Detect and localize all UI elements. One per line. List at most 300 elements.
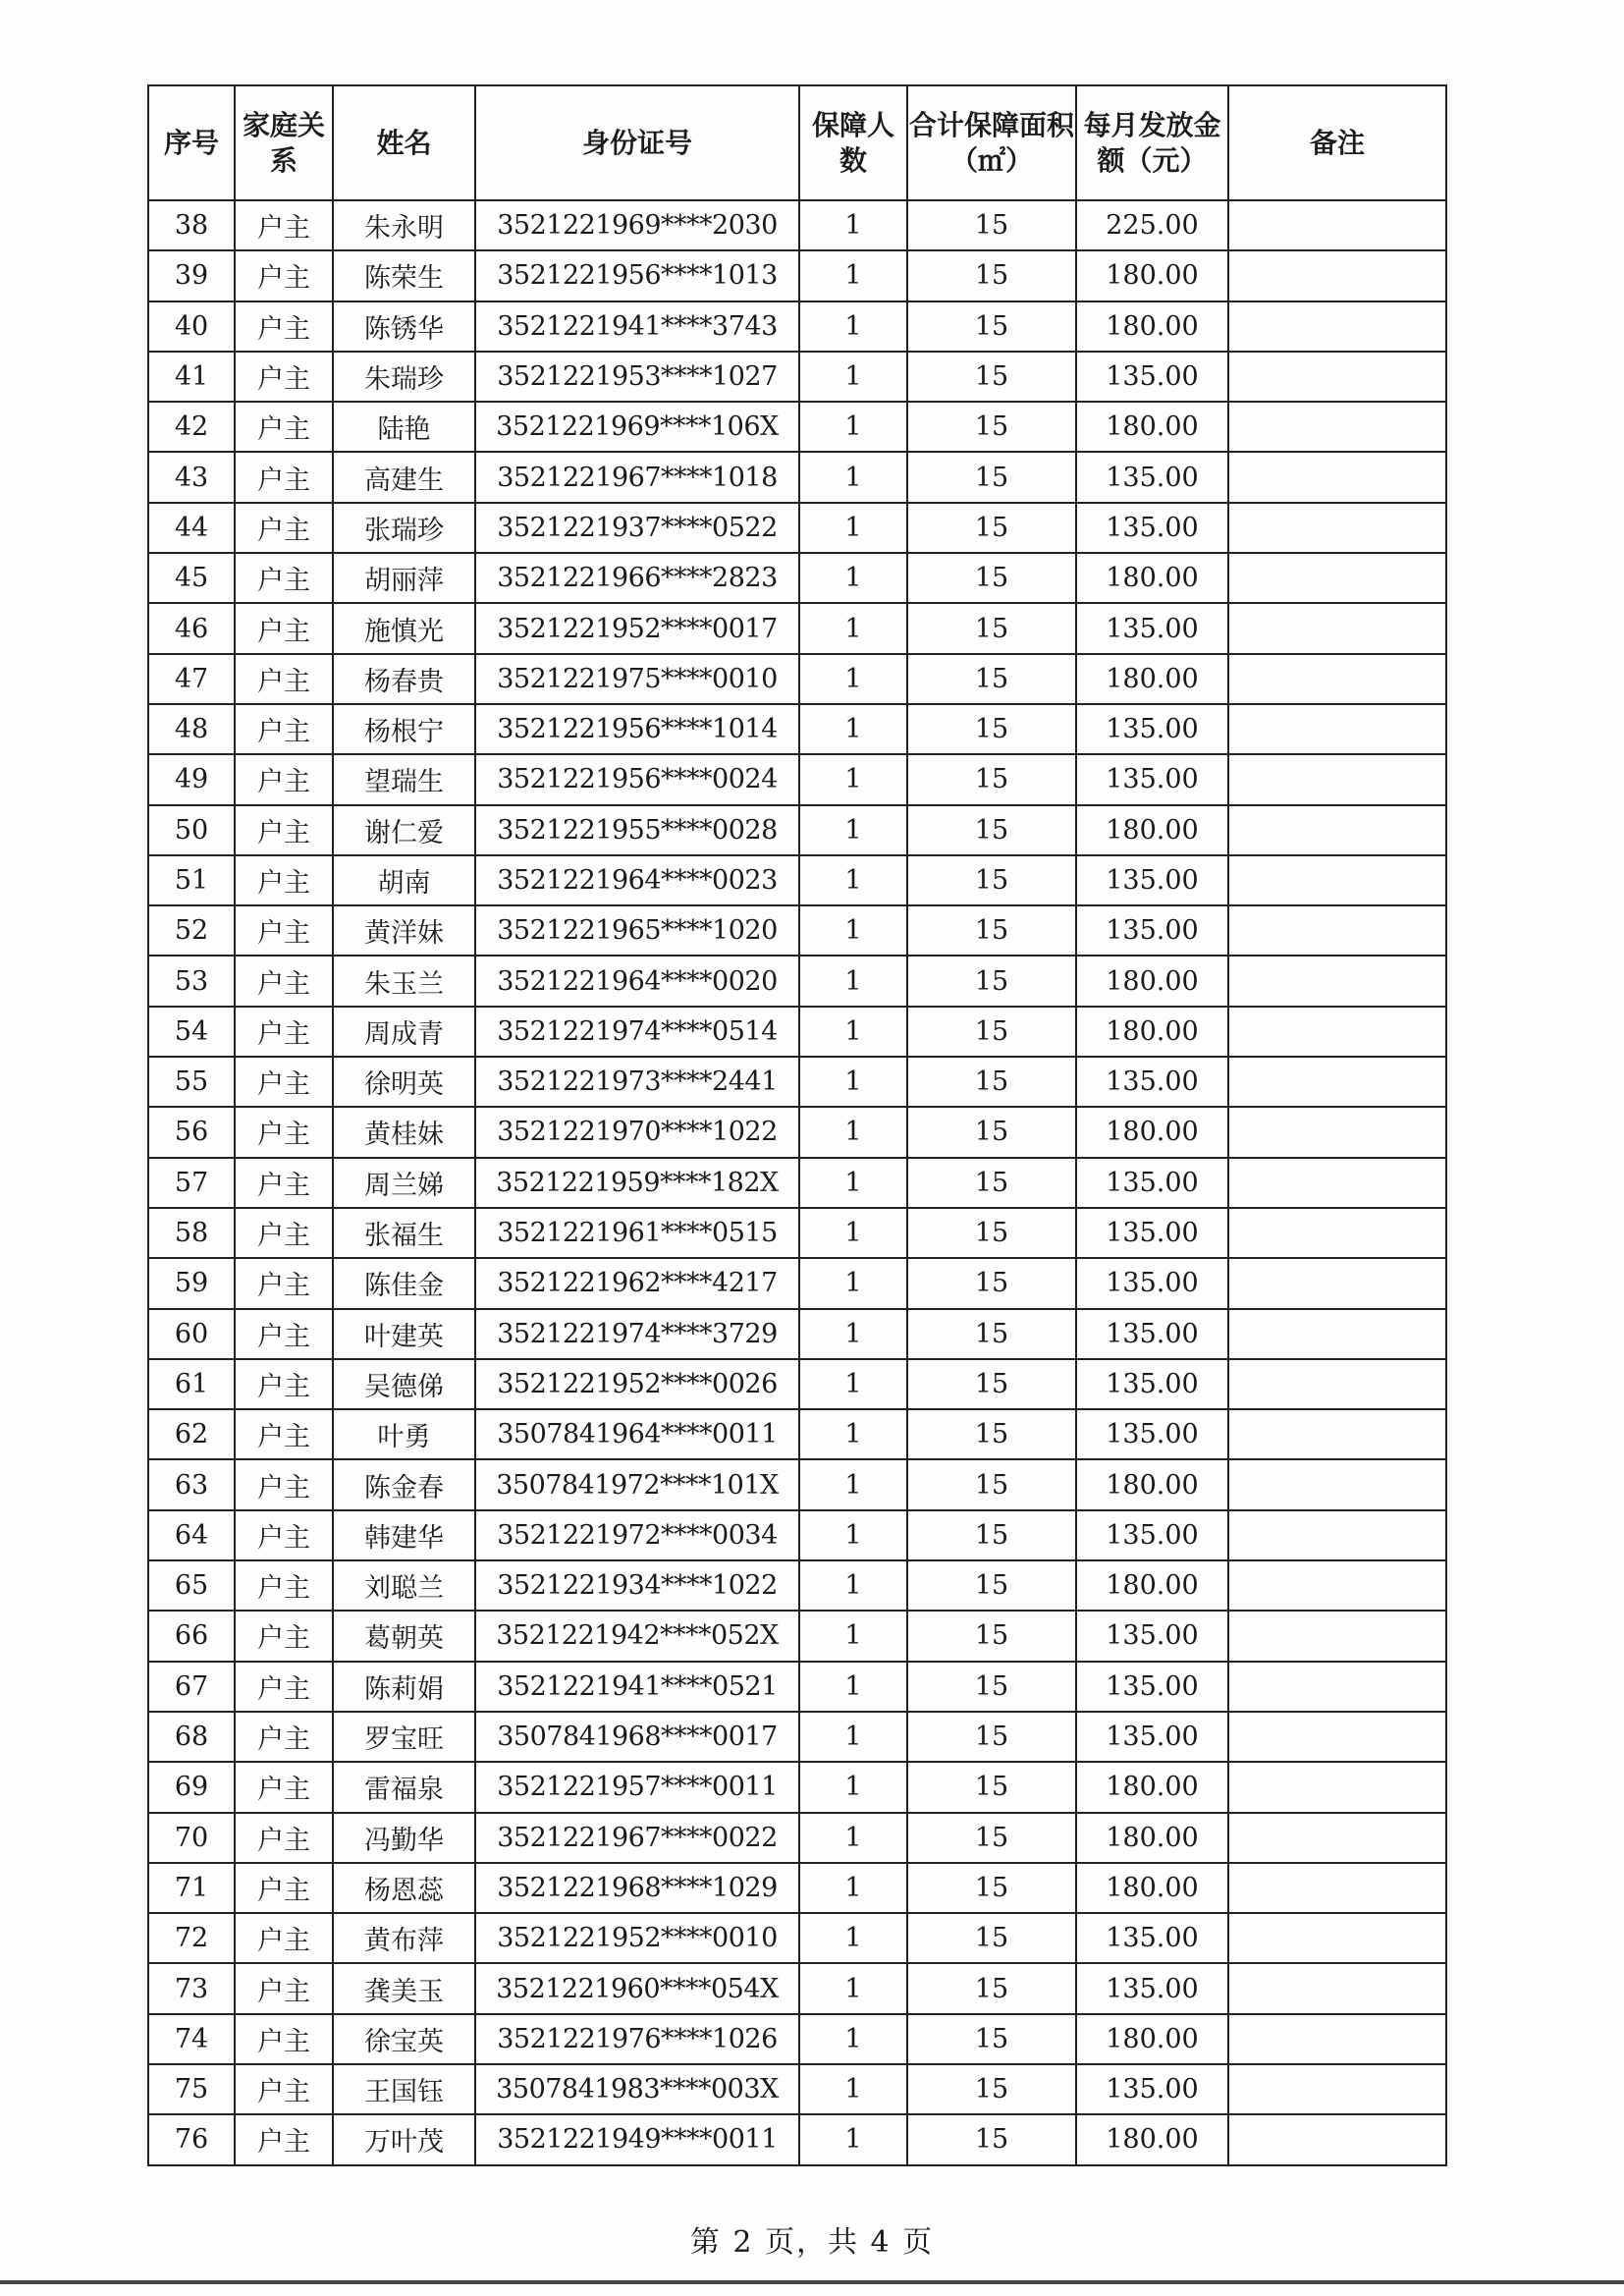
area-cell: 15 (907, 2114, 1076, 2164)
name-cell: 杨根宁 (333, 704, 475, 754)
remarks-cell (1228, 1409, 1446, 1459)
persons-cell: 1 (799, 654, 907, 704)
persons-cell: 1 (799, 855, 907, 905)
amount-cell: 180.00 (1076, 1107, 1228, 1157)
table-row (148, 1409, 1446, 1459)
id-number-cell: 3521221955****0028 (475, 805, 799, 855)
page-number: 第 2 页，共 4 页 (689, 2225, 935, 2260)
remarks-cell (1228, 553, 1446, 603)
table-row (148, 2064, 1446, 2114)
area-cell: 15 (907, 301, 1076, 352)
remarks-cell (1228, 1560, 1446, 1611)
id-number-cell: 3521221957****0011 (475, 1762, 799, 1812)
persons-cell: 1 (799, 1863, 907, 1913)
name-cell: 陈莉娟 (333, 1662, 475, 1712)
name-cell: 刘聪兰 (333, 1560, 475, 1611)
relation-cell: 户主 (235, 2014, 333, 2064)
remarks-cell (1228, 603, 1446, 653)
id-number-cell: 3521221965****1020 (475, 905, 799, 956)
table-row (148, 1107, 1446, 1157)
table-row (148, 452, 1446, 502)
name-cell: 施慎光 (333, 603, 475, 653)
index-cell: 47 (148, 654, 235, 704)
area-cell: 15 (907, 2064, 1076, 2114)
header-index: 序号 (148, 85, 235, 200)
name-cell: 周兰娣 (333, 1158, 475, 1208)
relation-cell: 户主 (235, 956, 333, 1006)
remarks-cell (1228, 1309, 1446, 1359)
area-cell: 15 (907, 2014, 1076, 2064)
index-cell: 59 (148, 1258, 235, 1308)
index-cell: 73 (148, 1963, 235, 2013)
id-number-cell: 3507841972****101X (475, 1459, 799, 1509)
relation-cell: 户主 (235, 452, 333, 502)
table-row (148, 805, 1446, 855)
id-number-cell: 3521221934****1022 (475, 1560, 799, 1611)
name-cell: 雷福泉 (333, 1762, 475, 1812)
relation-cell: 户主 (235, 1762, 333, 1812)
table-row (148, 905, 1446, 956)
table-row (148, 250, 1446, 301)
persons-cell: 1 (799, 200, 907, 250)
table-row (148, 1359, 1446, 1409)
area-cell: 15 (907, 402, 1076, 452)
index-cell: 54 (148, 1007, 235, 1057)
name-cell: 陈荣生 (333, 250, 475, 301)
amount-cell: 135.00 (1076, 1712, 1228, 1762)
amount-cell: 180.00 (1076, 1459, 1228, 1509)
persons-cell: 1 (799, 956, 907, 1006)
relation-cell: 户主 (235, 352, 333, 402)
persons-cell: 1 (799, 2064, 907, 2114)
amount-cell: 180.00 (1076, 553, 1228, 603)
relation-cell: 户主 (235, 503, 333, 553)
relation-cell: 户主 (235, 402, 333, 452)
persons-cell: 1 (799, 1762, 907, 1812)
amount-cell: 135.00 (1076, 452, 1228, 502)
index-cell: 75 (148, 2064, 235, 2114)
relation-cell: 户主 (235, 855, 333, 905)
id-number-cell: 3521221942****052X (475, 1611, 799, 1661)
remarks-cell (1228, 1007, 1446, 1057)
id-number-cell: 3521221941****3743 (475, 301, 799, 352)
persons-cell: 1 (799, 301, 907, 352)
relation-cell: 户主 (235, 1057, 333, 1107)
index-cell: 50 (148, 805, 235, 855)
remarks-cell (1228, 2114, 1446, 2164)
remarks-cell (1228, 1258, 1446, 1308)
index-cell: 41 (148, 352, 235, 402)
remarks-cell (1228, 1813, 1446, 1863)
table-row (148, 1208, 1446, 1258)
relation-cell: 户主 (235, 1560, 333, 1611)
area-cell: 15 (907, 200, 1076, 250)
amount-cell: 180.00 (1076, 1560, 1228, 1611)
index-cell: 43 (148, 452, 235, 502)
amount-cell: 180.00 (1076, 1813, 1228, 1863)
name-cell: 葛朝英 (333, 1611, 475, 1661)
amount-cell: 225.00 (1076, 200, 1228, 250)
index-cell: 76 (148, 2114, 235, 2164)
scan-edge-line (0, 2280, 1624, 2284)
relation-cell: 户主 (235, 603, 333, 653)
amount-cell: 135.00 (1076, 1359, 1228, 1409)
id-number-cell: 3521221952****0010 (475, 1913, 799, 1963)
remarks-cell (1228, 654, 1446, 704)
name-cell: 陆艳 (333, 402, 475, 452)
persons-cell: 1 (799, 1913, 907, 1963)
index-cell: 69 (148, 1762, 235, 1812)
persons-cell: 1 (799, 553, 907, 603)
name-cell: 朱玉兰 (333, 956, 475, 1006)
amount-cell: 135.00 (1076, 704, 1228, 754)
amount-cell: 180.00 (1076, 2114, 1228, 2164)
persons-cell: 1 (799, 2114, 907, 2164)
persons-cell: 1 (799, 1510, 907, 1560)
index-cell: 52 (148, 905, 235, 956)
table-row (148, 704, 1446, 754)
persons-cell: 1 (799, 1459, 907, 1509)
area-cell: 15 (907, 352, 1076, 402)
amount-cell: 135.00 (1076, 1258, 1228, 1308)
remarks-cell (1228, 905, 1446, 956)
index-cell: 68 (148, 1712, 235, 1762)
index-cell: 46 (148, 603, 235, 653)
amount-cell: 180.00 (1076, 805, 1228, 855)
id-number-cell: 3521221956****1013 (475, 250, 799, 301)
persons-cell: 1 (799, 1309, 907, 1359)
name-cell: 张福生 (333, 1208, 475, 1258)
amount-cell: 135.00 (1076, 503, 1228, 553)
index-cell: 58 (148, 1208, 235, 1258)
area-cell: 15 (907, 1208, 1076, 1258)
name-cell: 徐宝英 (333, 2014, 475, 2064)
relation-cell: 户主 (235, 654, 333, 704)
remarks-cell (1228, 503, 1446, 553)
table-row (148, 301, 1446, 352)
remarks-cell (1228, 1510, 1446, 1560)
relation-cell: 户主 (235, 1258, 333, 1308)
relation-cell: 户主 (235, 1712, 333, 1762)
id-number-cell: 3507841968****0017 (475, 1712, 799, 1762)
index-cell: 42 (148, 402, 235, 452)
persons-cell: 1 (799, 1662, 907, 1712)
relation-cell: 户主 (235, 1863, 333, 1913)
index-cell: 67 (148, 1662, 235, 1712)
table-row (148, 1963, 1446, 2013)
area-cell: 15 (907, 1662, 1076, 1712)
table-row (148, 654, 1446, 704)
amount-cell: 180.00 (1076, 956, 1228, 1006)
relation-cell: 户主 (235, 1510, 333, 1560)
id-number-cell: 3521221974****3729 (475, 1309, 799, 1359)
name-cell: 杨春贵 (333, 654, 475, 704)
table-row (148, 200, 1446, 250)
table-row (148, 1662, 1446, 1712)
amount-cell: 180.00 (1076, 1762, 1228, 1812)
amount-cell: 135.00 (1076, 754, 1228, 804)
header-persons: 保障人数 (799, 85, 907, 200)
id-number-cell: 3521221959****182X (475, 1158, 799, 1208)
header-id-number: 身份证号 (475, 85, 799, 200)
id-number-cell: 3521221967****1018 (475, 452, 799, 502)
area-cell: 15 (907, 1359, 1076, 1409)
table-row (148, 1057, 1446, 1107)
remarks-cell (1228, 805, 1446, 855)
index-cell: 39 (148, 250, 235, 301)
table-row (148, 603, 1446, 653)
index-cell: 70 (148, 1813, 235, 1863)
remarks-cell (1228, 1057, 1446, 1107)
table-row (148, 1309, 1446, 1359)
name-cell: 叶建英 (333, 1309, 475, 1359)
persons-cell: 1 (799, 704, 907, 754)
id-number-cell: 3521221969****2030 (475, 200, 799, 250)
remarks-cell (1228, 1863, 1446, 1913)
id-number-cell: 3521221974****0514 (475, 1007, 799, 1057)
persons-cell: 1 (799, 603, 907, 653)
header-area: 合计保障面积（㎡） (907, 85, 1076, 200)
relation-cell: 户主 (235, 2114, 333, 2164)
amount-cell: 135.00 (1076, 1208, 1228, 1258)
area-cell: 15 (907, 1309, 1076, 1359)
table-row (148, 2114, 1446, 2164)
relation-cell: 户主 (235, 200, 333, 250)
amount-cell: 135.00 (1076, 1510, 1228, 1560)
name-cell: 王国钰 (333, 2064, 475, 2114)
area-cell: 15 (907, 654, 1076, 704)
persons-cell: 1 (799, 2014, 907, 2064)
name-cell: 吴德俤 (333, 1359, 475, 1409)
name-cell: 朱永明 (333, 200, 475, 250)
name-cell: 黄洋妹 (333, 905, 475, 956)
area-cell: 15 (907, 452, 1076, 502)
name-cell: 韩建华 (333, 1510, 475, 1560)
persons-cell: 1 (799, 1359, 907, 1409)
remarks-cell (1228, 1158, 1446, 1208)
amount-cell: 135.00 (1076, 1913, 1228, 1963)
persons-cell: 1 (799, 754, 907, 804)
remarks-cell (1228, 301, 1446, 352)
id-number-cell: 3521221953****1027 (475, 352, 799, 402)
index-cell: 71 (148, 1863, 235, 1913)
remarks-cell (1228, 1359, 1446, 1409)
table-row (148, 2014, 1446, 2064)
name-cell: 杨恩蕊 (333, 1863, 475, 1913)
area-cell: 15 (907, 805, 1076, 855)
remarks-cell (1228, 1762, 1446, 1812)
amount-cell: 135.00 (1076, 2064, 1228, 2114)
remarks-cell (1228, 2064, 1446, 2114)
area-cell: 15 (907, 1863, 1076, 1913)
relation-cell: 户主 (235, 805, 333, 855)
index-cell: 45 (148, 553, 235, 603)
id-number-cell: 3521221941****0521 (475, 1662, 799, 1712)
name-cell: 望瑞生 (333, 754, 475, 804)
area-cell: 15 (907, 754, 1076, 804)
amount-cell: 180.00 (1076, 402, 1228, 452)
header-remarks: 备注 (1228, 85, 1446, 200)
amount-cell: 180.00 (1076, 2014, 1228, 2064)
name-cell: 陈金春 (333, 1459, 475, 1509)
id-number-cell: 3521221964****0020 (475, 956, 799, 1006)
table-row (148, 754, 1446, 804)
area-cell: 15 (907, 603, 1076, 653)
relation-cell: 户主 (235, 754, 333, 804)
table-body (148, 200, 1446, 2165)
remarks-cell (1228, 402, 1446, 452)
relation-cell: 户主 (235, 1007, 333, 1057)
amount-cell: 180.00 (1076, 1007, 1228, 1057)
id-number-cell: 3521221975****0010 (475, 654, 799, 704)
area-cell: 15 (907, 1560, 1076, 1611)
table-row (148, 1712, 1446, 1762)
area-cell: 15 (907, 553, 1076, 603)
amount-cell: 135.00 (1076, 1662, 1228, 1712)
subsidy-roster-table (147, 84, 1447, 2166)
index-cell: 56 (148, 1107, 235, 1157)
relation-cell: 户主 (235, 1611, 333, 1661)
persons-cell: 1 (799, 1107, 907, 1157)
amount-cell: 180.00 (1076, 1863, 1228, 1913)
name-cell: 叶勇 (333, 1409, 475, 1459)
table-row (148, 1158, 1446, 1208)
amount-cell: 135.00 (1076, 1611, 1228, 1661)
id-number-cell: 3521221967****0022 (475, 1813, 799, 1863)
id-number-cell: 3521221961****0515 (475, 1208, 799, 1258)
name-cell: 胡南 (333, 855, 475, 905)
amount-cell: 180.00 (1076, 654, 1228, 704)
persons-cell: 1 (799, 1258, 907, 1308)
persons-cell: 1 (799, 1007, 907, 1057)
header-monthly-amount: 每月发放金额（元） (1076, 85, 1228, 200)
id-number-cell: 3521221962****4217 (475, 1258, 799, 1308)
index-cell: 74 (148, 2014, 235, 2064)
table-row (148, 1459, 1446, 1509)
persons-cell: 1 (799, 1208, 907, 1258)
area-cell: 15 (907, 1611, 1076, 1661)
remarks-cell (1228, 200, 1446, 250)
persons-cell: 1 (799, 1611, 907, 1661)
relation-cell: 户主 (235, 1409, 333, 1459)
header-name: 姓名 (333, 85, 475, 200)
area-cell: 15 (907, 1813, 1076, 1863)
relation-cell: 户主 (235, 1158, 333, 1208)
table-row (148, 1863, 1446, 1913)
name-cell: 徐明英 (333, 1057, 475, 1107)
name-cell: 陈锈华 (333, 301, 475, 352)
persons-cell: 1 (799, 805, 907, 855)
table-row (148, 1913, 1446, 1963)
area-cell: 15 (907, 905, 1076, 956)
relation-cell: 户主 (235, 1309, 333, 1359)
area-cell: 15 (907, 1762, 1076, 1812)
persons-cell: 1 (799, 1158, 907, 1208)
relation-cell: 户主 (235, 905, 333, 956)
relation-cell: 户主 (235, 553, 333, 603)
relation-cell: 户主 (235, 1963, 333, 2013)
name-cell: 黄布萍 (333, 1913, 475, 1963)
area-cell: 15 (907, 855, 1076, 905)
index-cell: 51 (148, 855, 235, 905)
area-cell: 15 (907, 503, 1076, 553)
id-number-cell: 3521221972****0034 (475, 1510, 799, 1560)
name-cell: 黄桂妹 (333, 1107, 475, 1157)
amount-cell: 135.00 (1076, 352, 1228, 402)
remarks-cell (1228, 1963, 1446, 2013)
relation-cell: 户主 (235, 1107, 333, 1157)
persons-cell: 1 (799, 1560, 907, 1611)
table-row (148, 1007, 1446, 1057)
table-row (148, 1813, 1446, 1863)
id-number-cell: 3521221956****1014 (475, 704, 799, 754)
area-cell: 15 (907, 956, 1076, 1006)
amount-cell: 135.00 (1076, 1309, 1228, 1359)
index-cell: 61 (148, 1359, 235, 1409)
relation-cell: 户主 (235, 250, 333, 301)
id-number-cell: 3521221970****1022 (475, 1107, 799, 1157)
name-cell: 陈佳金 (333, 1258, 475, 1308)
table-row (148, 1258, 1446, 1308)
area-cell: 15 (907, 1107, 1076, 1157)
table-row (148, 855, 1446, 905)
index-cell: 44 (148, 503, 235, 553)
name-cell: 周成青 (333, 1007, 475, 1057)
remarks-cell (1228, 352, 1446, 402)
relation-cell: 户主 (235, 704, 333, 754)
table-row (148, 503, 1446, 553)
area-cell: 15 (907, 1409, 1076, 1459)
remarks-cell (1228, 1208, 1446, 1258)
index-cell: 65 (148, 1560, 235, 1611)
name-cell: 冯勤华 (333, 1813, 475, 1863)
area-cell: 15 (907, 1158, 1076, 1208)
id-number-cell: 3507841964****0011 (475, 1409, 799, 1459)
relation-cell: 户主 (235, 1662, 333, 1712)
table-row (148, 1560, 1446, 1611)
table-row (148, 1611, 1446, 1661)
id-number-cell: 3521221976****1026 (475, 2014, 799, 2064)
persons-cell: 1 (799, 1409, 907, 1459)
name-cell: 谢仁爱 (333, 805, 475, 855)
remarks-cell (1228, 250, 1446, 301)
id-number-cell: 3521221952****0026 (475, 1359, 799, 1409)
relation-cell: 户主 (235, 1459, 333, 1509)
name-cell: 高建生 (333, 452, 475, 502)
table-row (148, 352, 1446, 402)
id-number-cell: 3521221949****0011 (475, 2114, 799, 2164)
amount-cell: 135.00 (1076, 1963, 1228, 2013)
index-cell: 72 (148, 1913, 235, 1963)
amount-cell: 180.00 (1076, 301, 1228, 352)
id-number-cell: 3507841983****003X (475, 2064, 799, 2114)
table-header-row (148, 85, 1446, 200)
remarks-cell (1228, 1712, 1446, 1762)
name-cell: 龚美玉 (333, 1963, 475, 2013)
area-cell: 15 (907, 1913, 1076, 1963)
index-cell: 49 (148, 754, 235, 804)
index-cell: 55 (148, 1057, 235, 1107)
id-number-cell: 3521221956****0024 (475, 754, 799, 804)
relation-cell: 户主 (235, 1813, 333, 1863)
remarks-cell (1228, 754, 1446, 804)
amount-cell: 180.00 (1076, 250, 1228, 301)
amount-cell: 135.00 (1076, 905, 1228, 956)
name-cell: 罗宝旺 (333, 1712, 475, 1762)
persons-cell: 1 (799, 1813, 907, 1863)
header-relation: 家庭关系 (235, 85, 333, 200)
relation-cell: 户主 (235, 2064, 333, 2114)
